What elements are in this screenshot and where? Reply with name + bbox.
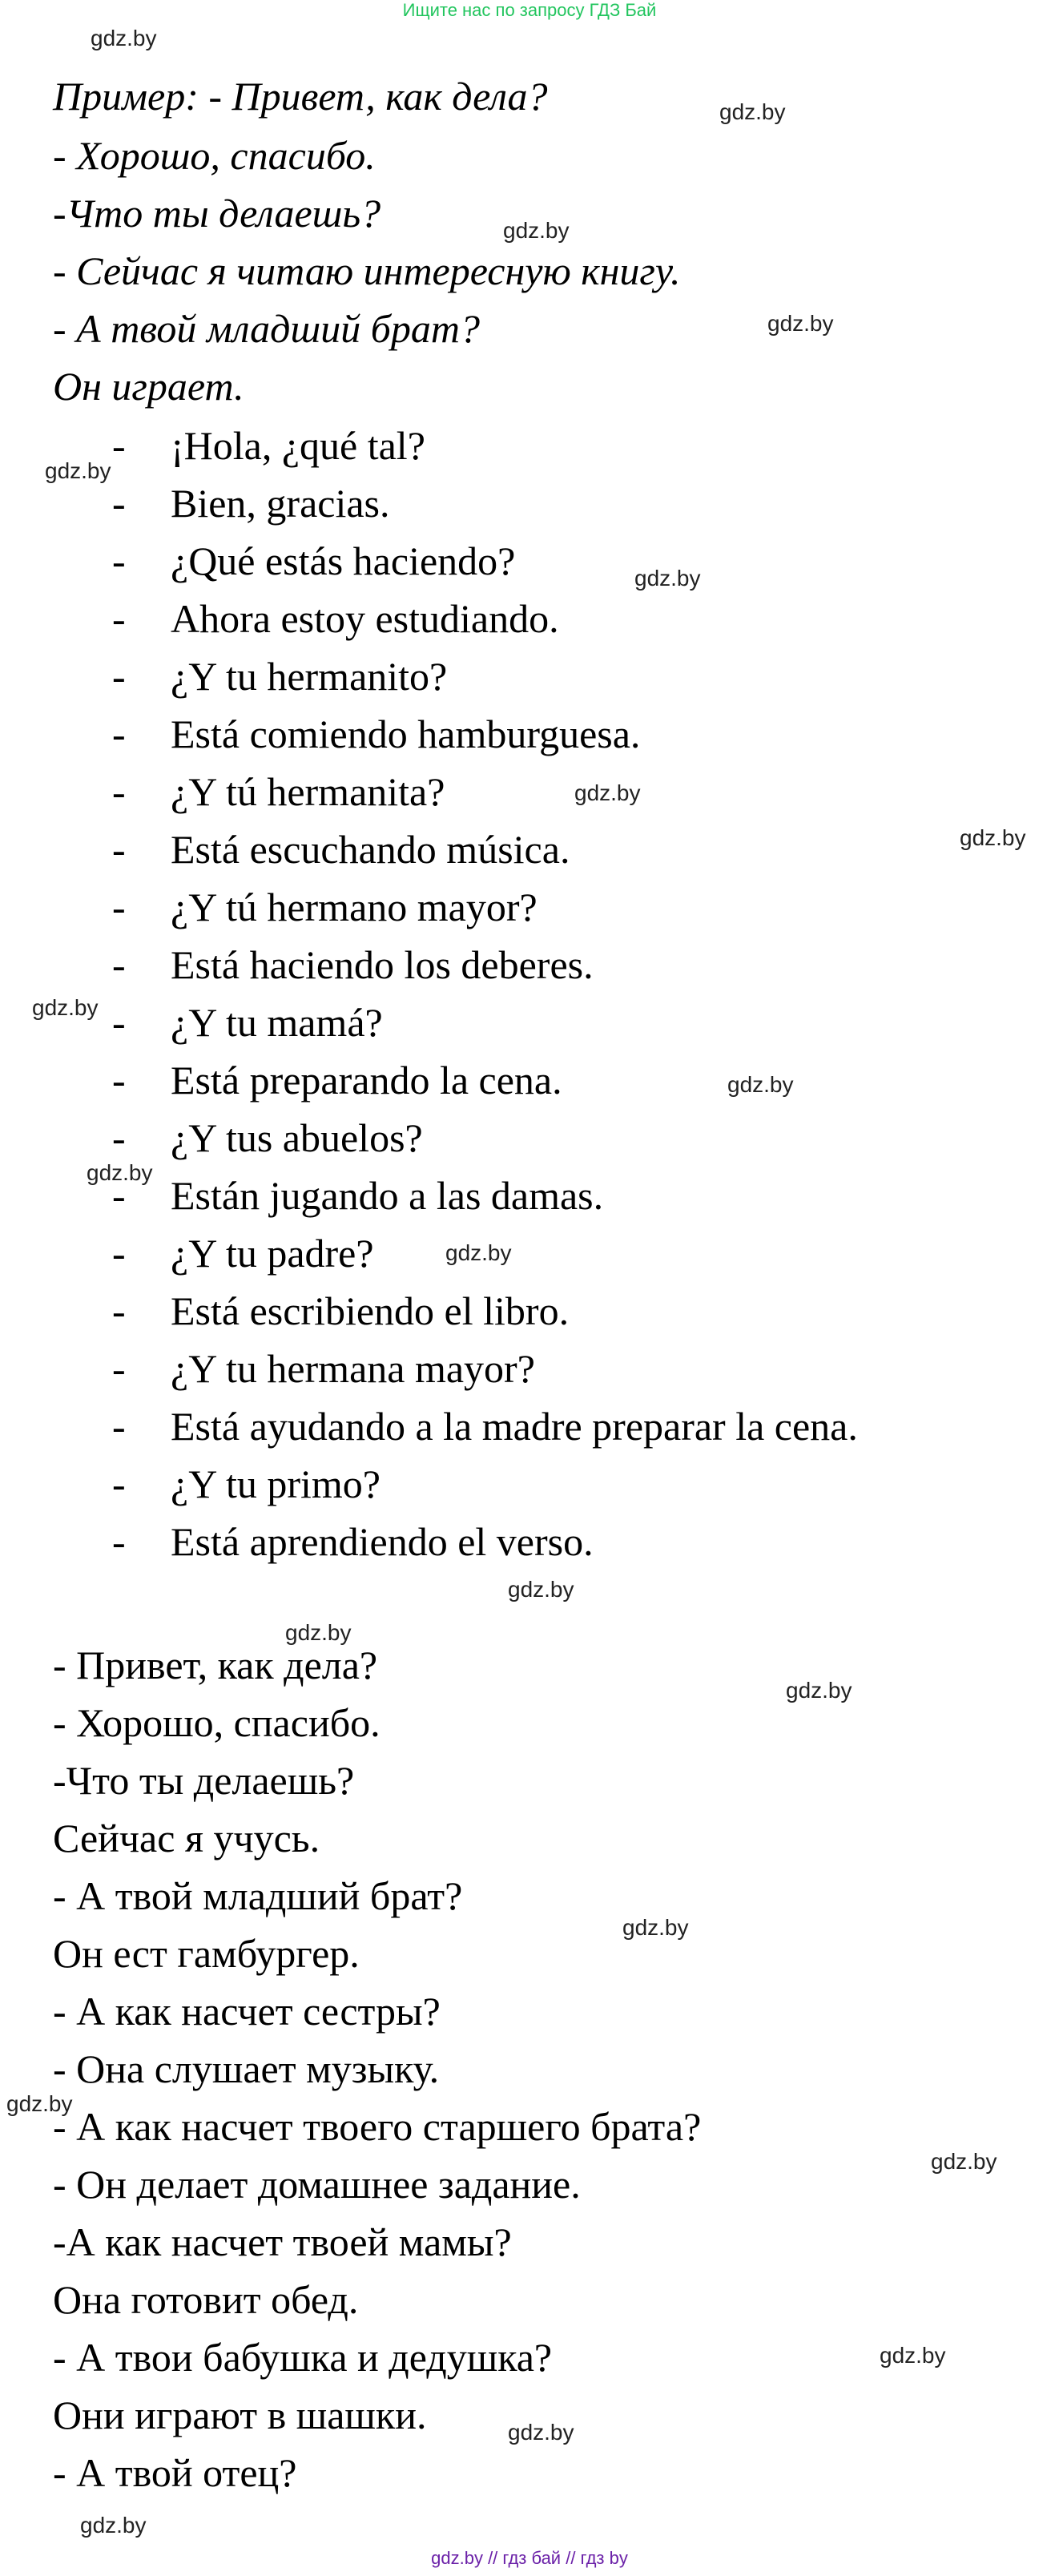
- dialogue-text: ¿Y tu primo?: [171, 1461, 381, 1506]
- list-dash: -: [112, 769, 126, 814]
- dialogue-text: ¿Y tu hermana mayor?: [171, 1346, 535, 1391]
- dialogue-text: Está haciendo los deberes.: [171, 942, 594, 987]
- translation-line: - Она слушает музыку.: [53, 2046, 440, 2091]
- watermark: gdz.by: [91, 26, 157, 50]
- translation-line: Он ест гамбургер.: [53, 1931, 360, 1976]
- dialogue-text: ¡Hola, ¿qué tal?: [171, 423, 425, 468]
- list-dash: -: [112, 423, 126, 468]
- watermark: gdz.by: [445, 1240, 512, 1265]
- list-dash: -: [112, 538, 126, 583]
- dialogue-text: Está aprendiendo el verso.: [171, 1519, 594, 1564]
- list-dash: -: [112, 654, 126, 699]
- list-dash: -: [112, 712, 126, 756]
- dialogue-text: Bien, gracias.: [171, 481, 390, 526]
- list-dash: -: [112, 1346, 126, 1391]
- list-dash: -: [112, 942, 126, 987]
- dialogue-text: Está comiendo hamburguesa.: [171, 712, 641, 756]
- watermark: gdz.by: [80, 2513, 147, 2538]
- list-dash: -: [112, 1000, 126, 1045]
- watermark: gdz.by: [719, 99, 786, 124]
- translation-line: - А твой отец?: [53, 2450, 297, 2495]
- footer-links[interactable]: gdz.by // гдз бай // гдз by: [431, 2548, 628, 2568]
- dialogue-text: ¿Y tú hermanita?: [171, 769, 445, 814]
- dialogue-text: ¿Qué estás haciendo?: [171, 538, 516, 583]
- watermark: gdz.by: [285, 1620, 352, 1645]
- watermark: gdz.by: [6, 2091, 73, 2116]
- translation-line: Она готовит обед.: [53, 2277, 359, 2322]
- example-line: -Что ты делаешь?: [53, 191, 381, 236]
- translation-line: - Привет, как дела?: [53, 1643, 378, 1687]
- example-line: Пример: - Привет, как дела?: [53, 74, 548, 119]
- list-dash: -: [112, 1404, 126, 1449]
- list-dash: -: [112, 885, 126, 929]
- translation-line: - А твой младший брат?: [53, 1873, 463, 1918]
- translation-line: - А твои бабушка и дедушка?: [53, 2335, 553, 2380]
- dialogue-text: ¿Y tu hermanito?: [171, 654, 448, 699]
- translation-line: - А как насчет сестры?: [53, 1989, 441, 2034]
- dialogue-text: Están jugando a las damas.: [171, 1173, 604, 1218]
- dialogue-text: ¿Y tu mamá?: [171, 1000, 383, 1045]
- watermark: gdz.by: [508, 2420, 574, 2445]
- example-line: Он играет.: [53, 364, 244, 409]
- example-line: - Хорошо, спасибо.: [53, 133, 376, 178]
- translation-line: Сейчас я учусь.: [53, 1816, 320, 1860]
- list-dash: -: [112, 1231, 126, 1276]
- watermark: gdz.by: [622, 1915, 689, 1940]
- dialogue-text: Está preparando la cena.: [171, 1058, 562, 1103]
- example-line: - Сейчас я читаю интересную книгу.: [53, 248, 681, 293]
- list-dash: -: [112, 1519, 126, 1564]
- translation-line: - Он делает домашнее задание.: [53, 2162, 581, 2207]
- watermark: gdz.by: [727, 1072, 794, 1097]
- watermark: gdz.by: [574, 780, 641, 805]
- watermark: gdz.by: [508, 1577, 574, 1602]
- dialogue-text: ¿Y tú hermano mayor?: [171, 885, 538, 929]
- example-line: - А твой младший брат?: [53, 306, 480, 351]
- dialogue-text: ¿Y tus abuelos?: [171, 1115, 423, 1160]
- list-dash: -: [112, 1173, 126, 1218]
- translation-line: - А как насчет твоего старшего брата?: [53, 2104, 702, 2149]
- dialogue-text: ¿Y tu padre?: [171, 1231, 374, 1276]
- list-dash: -: [112, 1115, 126, 1160]
- watermark: gdz.by: [634, 566, 701, 591]
- watermark: gdz.by: [931, 2149, 997, 2174]
- watermark: gdz.by: [960, 825, 1026, 850]
- translation-line: Они играют в шашки.: [53, 2393, 427, 2437]
- list-dash: -: [112, 1461, 126, 1506]
- dialogue-text: Está escribiendo el libro.: [171, 1288, 570, 1333]
- dialogue-text: Ahora estoy estudiando.: [171, 596, 559, 641]
- watermark: gdz.by: [880, 2343, 946, 2368]
- list-dash: -: [112, 1288, 126, 1333]
- list-dash: -: [112, 596, 126, 641]
- dialogue-text: Está escuchando música.: [171, 827, 570, 872]
- translation-line: - Хорошо, спасибо.: [53, 1700, 381, 1745]
- watermark: gdz.by: [767, 311, 834, 336]
- translation-line: -А как насчет твоей мамы?: [53, 2219, 512, 2264]
- list-dash: -: [112, 827, 126, 872]
- watermark: gdz.by: [503, 218, 570, 243]
- top-banner[interactable]: Ищите нас по запросу ГДЗ Бай: [402, 0, 657, 20]
- list-dash: -: [112, 481, 126, 526]
- translation-line: -Что ты делаешь?: [53, 1758, 355, 1803]
- watermark: gdz.by: [87, 1160, 153, 1185]
- watermark: gdz.by: [45, 458, 111, 483]
- watermark: gdz.by: [786, 1678, 852, 1703]
- watermark: gdz.by: [32, 995, 99, 1020]
- dialogue-text: Está ayudando a la madre preparar la cena.: [171, 1404, 858, 1449]
- list-dash: -: [112, 1058, 126, 1103]
